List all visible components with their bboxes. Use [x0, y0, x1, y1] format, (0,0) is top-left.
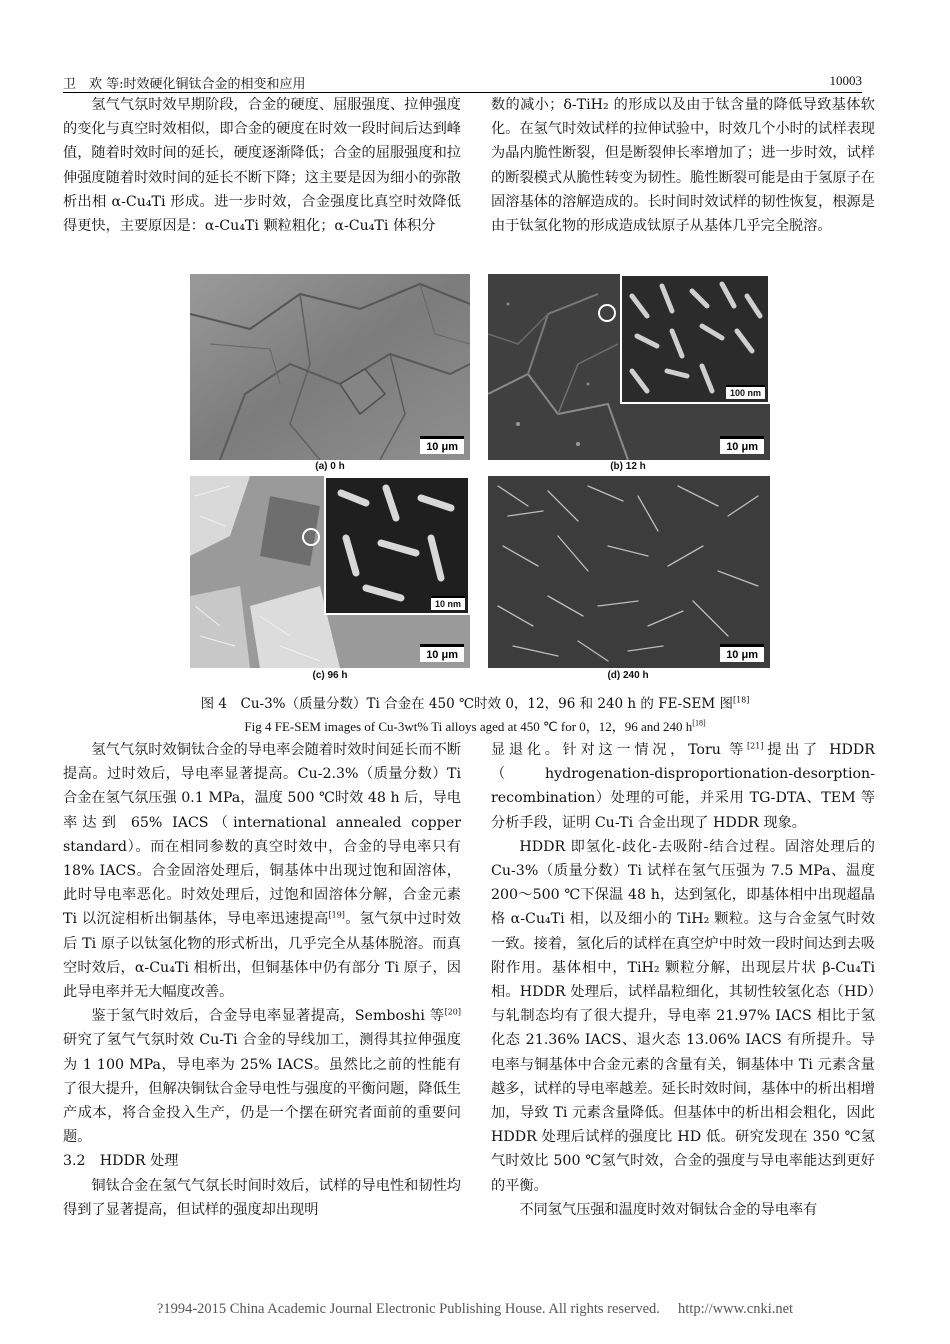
inset-b: [620, 274, 770, 404]
citation: [18]: [732, 695, 750, 705]
sem-image-a: [190, 274, 470, 460]
inset-scale-bar-b: 100 nm: [726, 385, 765, 399]
paragraph: 不同氢气压强和温度时效对铜钛合金的导电率有: [519, 1201, 818, 1218]
panel-label-c: (c) 96 h: [312, 670, 348, 681]
figure-caption-en: Fig 4 FE-SEM images of Cu-3wt% Ti alloys aged at 450 ℃ for 0，12，96 and 240 h[18]: [244, 718, 706, 734]
column-right-top: [491, 93, 875, 238]
scale-bar-b: 10 μm: [720, 436, 764, 454]
paragraph: 铜钛合金在氢气气氛长时间时效后，试样的导电性和韧性均得到了显著提高，但试样的强度却出现明: [63, 1177, 461, 1218]
paragraph: 显退化。针对这一情况，Toru 等[21]提出了 HDDR（hydrogenation-disproportionation-desorption-recombination）处理的可能，并采用 TG-DTA、TEM 等分析手段，证明 Cu-Ti 合金出现了 HDDR 现象。: [491, 741, 875, 831]
sem-panel-d: [488, 476, 770, 668]
scale-bar-d: 10 μm: [720, 644, 764, 662]
magnified-region-marker: [302, 528, 320, 546]
inset-scale-bar-c: 10 nm: [431, 596, 465, 610]
inset-c: [324, 476, 470, 615]
running-header-title: 卫 欢 等:时效硬化铜钛合金的相变和应用: [63, 77, 306, 92]
citation: [20]: [444, 1007, 461, 1017]
page-number: 10003: [829, 73, 862, 88]
paragraph: HDDR 即氢化-歧化-去吸附-结合过程。固溶处理后的 Cu-3%（质量分数）Ti 试样在氢气压强为 7.5 MPa、温度 200～500 ℃下保温 48 h，达到氢化，即基体相中出现超晶格 α-Cu₄Ti 相，以及细小的 TiH₂ 颗粒。这与合金氢气时效一致。接着，氢化后的试样在真空炉中时效一段时间达到去吸附作用。基体相中，TiH₂ 颗粒分解，出现层片状 β-Cu₄Ti 相。HDDR 处理后，试样晶粒细化，其韧性较氢化态（HD）与轧制态均有了很大提升，导电率 21.97% IACS 相比于氢化态 21.36% IACS、退火态 13.06% IACS 有所提升。导电率与铜基体中合金元素的含量有关，铜基体中 Ti 元素含量越多，试样的导电率越差。延长时效时间，基体中的析出相增加，导致 Ti 元素含量降低。但基体中的析出相会粗化，因此 HDDR 处理后试样的强度比 HD 低。研究发现在 350 ℃氢气时效比 500 ℃氢气时效，合金的强度与导电率能达到更好的平衡。: [491, 838, 875, 1194]
column-left-top: [63, 93, 461, 238]
sem-panel-c: [190, 476, 470, 668]
scale-bar-c: 10 μm: [420, 644, 464, 662]
copyright-footer: ?1994-2015 China Academic Journal Electronic Publishing House. All rights reserved. http://www.cnki.net: [156, 1301, 794, 1317]
column-left-bottom: [63, 738, 461, 1222]
paragraph: 数的减小；δ-TiH₂ 的形成以及由于钛含量的降低导致基体软化。在氢气时效试样的拉伸试验中，时效几个小时的试样表现为晶内脆性断裂，但是断裂伸长率增加了；进一步时效，试样的断裂模式从脆性转变为韧性。脆性断裂可能是由于氢原子在固溶基体的溶解造成的。长时间时效试样的韧性恢复，根源是由于钛氢化物的形成造成钛原子从基体几乎完全脱溶。: [491, 97, 875, 235]
citation: [21]: [747, 741, 764, 751]
magnified-region-marker: [598, 304, 616, 322]
sem-panel-b: [488, 274, 770, 460]
figure-caption-cn: 图 4 Cu-3%（质量分数）Ti 合金在 450 ℃时效 0，12，96 和 240 h 的 FE-SEM 图[18]: [200, 695, 750, 712]
citation: [19]: [328, 910, 345, 920]
paragraph: 鉴于氢气时效后，合金导电率显著提高，Semboshi 等[20]研究了氢气气氛时效 Cu-Ti 合金的导线加工，测得其拉伸强度为 1 100 MPa，导电率为 25% IACS。虽然比之前的性能有了很大提升，但解决铜钛合金导电性与强度的平衡问题，降低生产成本，将合金投入生产，仍是一个摆在研究者面前的重要问题。: [63, 1007, 461, 1146]
panel-label-b: (b) 12 h: [610, 461, 646, 472]
panel-label-d: (d) 240 h: [607, 670, 649, 681]
section-heading: 3.2 HDDR 处理: [63, 1153, 179, 1170]
paragraph: 氢气气氛时效早期阶段，合金的硬度、屈服强度、拉伸强度的变化与真空时效相似，即合金的硬度在时效一段时间后达到峰值，随着时效时间的延长，硬度逐渐降低；合金的屈服强度和拉伸强度随着时效时间的延长不断下降；这主要是因为细小的弥散析出相 α-Cu₄Ti 形成。进一步时效，合金强度比真空时效降低得更快，主要原因是：α-Cu₄Ti 颗粒粗化；α-Cu₄Ti 体积分: [63, 97, 461, 235]
panel-label-a: (a) 0 h: [315, 461, 345, 472]
sem-panel-a: [190, 274, 470, 460]
inset-image-c: [326, 478, 468, 613]
inset-image-b: [622, 276, 768, 402]
column-right-bottom: [491, 738, 875, 1222]
citation: [18]: [692, 718, 706, 728]
scale-bar-a: 10 μm: [420, 436, 464, 454]
paragraph: 氢气气氛时效铜钛合金的导电率会随着时效时间延长而不断提高。过时效后，导电率显著提高。Cu-2.3%（质量分数）Ti 合金在氢气氛压强 0.1 MPa，温度 500 ℃时效 48 h 后，导电率达到 65% IACS（international annealed copper standard）。而在相同参数的真空时效中，合金的导电率只有 18% IACS。合金固溶处理后，铜基体中出现过饱和固溶体，此时导电率恶化。时效处理后，过饱和固溶体分解，合金元素 Ti 以沉淀相析出铜基体，导电率迅速提高[19]。氢气氛中过时效后 Ti 原子以钛氢化物的形式析出，几乎完全从基体脱溶。而真空时效后，α-Cu₄Ti 相析出，但铜基体中仍有部分 Ti 原子，因此导电率并无大幅度改善。: [63, 742, 461, 1001]
sem-image-d: [488, 476, 770, 668]
